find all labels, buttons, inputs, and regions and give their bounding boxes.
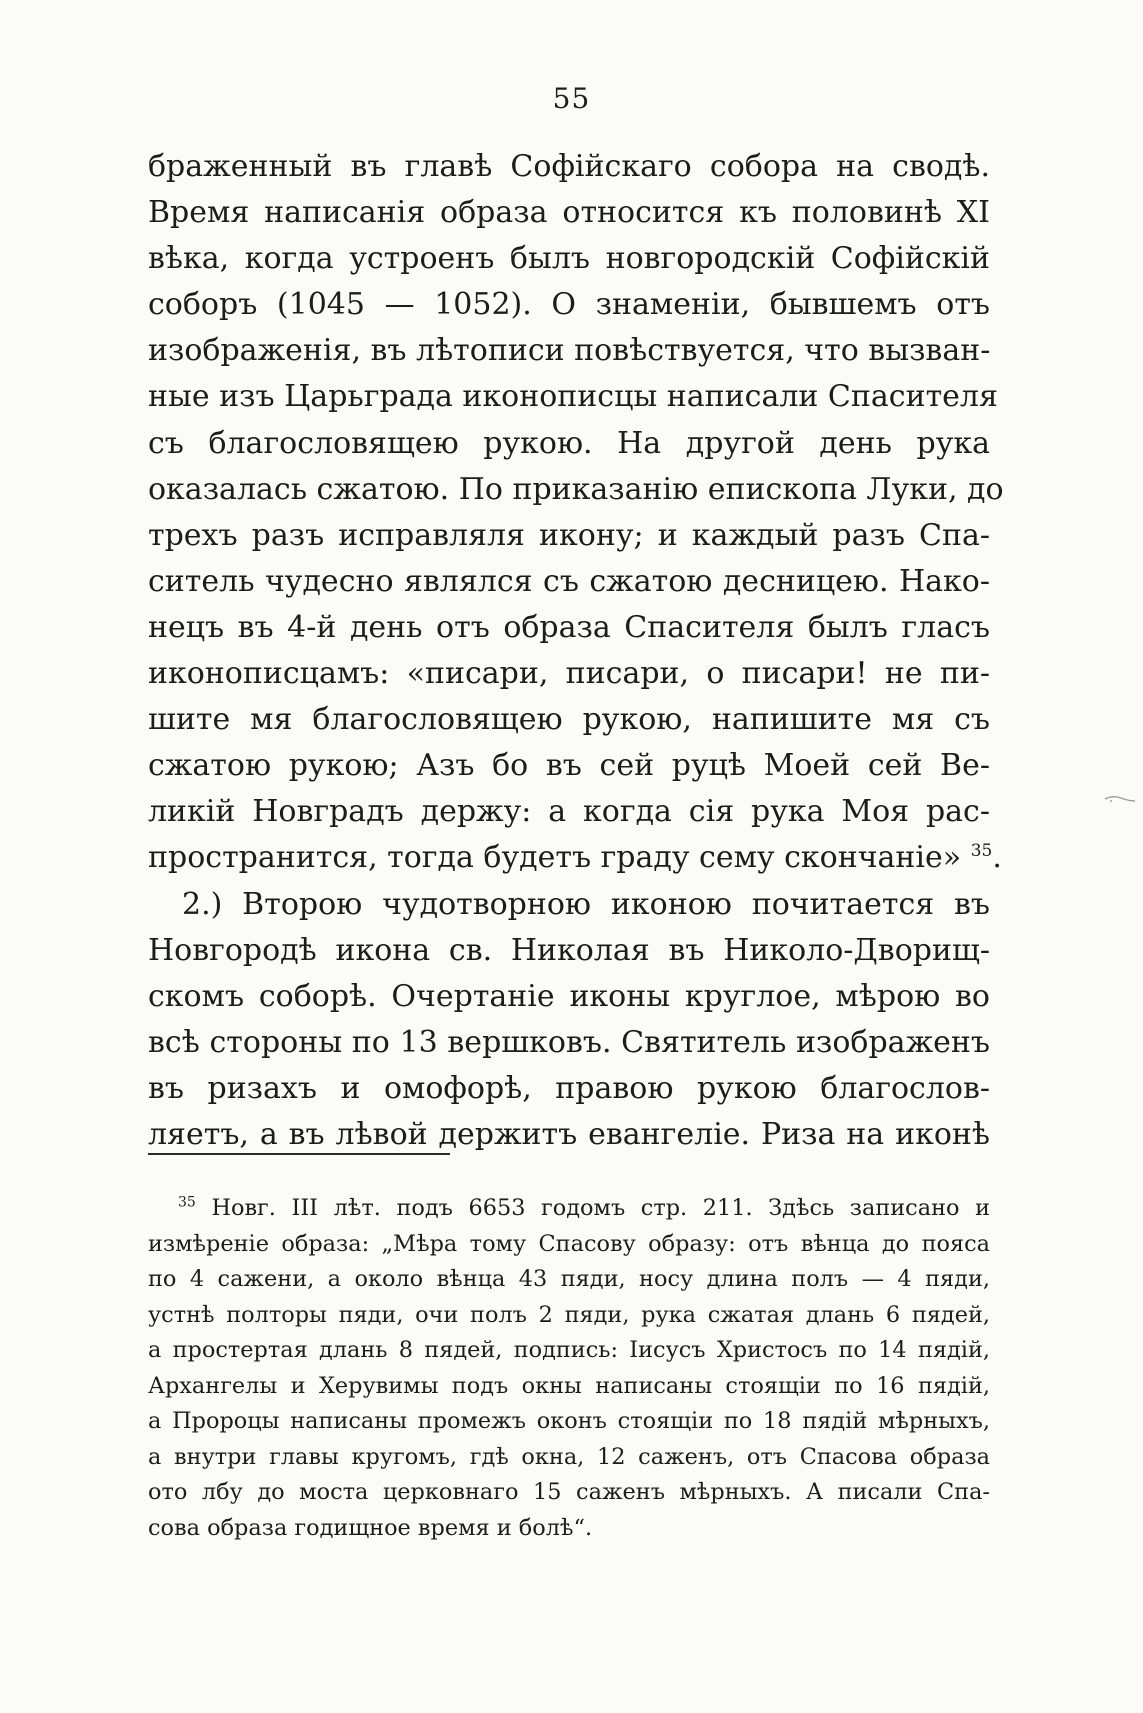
- text-line: 2.) Второю чудотворною иконою почитается въ: [182, 886, 990, 922]
- text-line: ликій Новградъ держу: а когда сія рука Моя рас-: [148, 794, 990, 830]
- text-line: иконописцамъ: «писари, писари, о писари! не пи-: [148, 656, 990, 692]
- footnote-line: сова образа годищное время и болѣ“.: [148, 1514, 593, 1541]
- text-line: съ благословящею рукою. На другой день рука: [148, 425, 990, 461]
- footnote: [148, 1191, 990, 1546]
- footnote-line: а Пророцы написаны промежъ оконъ стоящіи по 18 пядій мѣрныхъ,: [148, 1408, 990, 1434]
- text-line-with-note-ref: [148, 835, 1002, 881]
- footnote-reference[interactable]: 35: [970, 841, 993, 862]
- text-line-content: пространится, тогда будетъ граду сему скончаніе»: [148, 840, 962, 876]
- text-line: вѣка, когда устроенъ былъ новгородскій Софійскій: [148, 241, 990, 277]
- page-number: 55: [552, 82, 591, 115]
- text-line: ные изъ Царьграда иконописцы написали Спасителя: [148, 379, 998, 415]
- text-line: ляетъ, а въ лѣвой держитъ евангеліе. Риза на иконѣ: [148, 1116, 990, 1152]
- footnote-marker: 35: [178, 1194, 196, 1211]
- footnote-line-first: [148, 1191, 990, 1227]
- text-line: оказалась сжатою. По приказанію епископа Луки, до: [148, 471, 1004, 507]
- footnote-divider: [148, 1153, 450, 1155]
- text-line: ситель чудесно являлся съ сжатою десницею. Нако-: [148, 563, 990, 599]
- text-line: шите мя благословящею рукою, напишите мя съ: [148, 702, 990, 738]
- text-line: нецъ въ 4-й день отъ образа Спасителя былъ гласъ: [148, 609, 990, 645]
- text-line: браженный въ главѣ Софійскаго собора на сводѣ.: [148, 149, 990, 184]
- text-line: Время написанія образа относится къ половинѣ XI: [148, 195, 990, 231]
- text-line: Новгородѣ икона св. Николая въ Николо-Дворищ-: [148, 932, 990, 968]
- text-line: скомъ соборѣ. Очертаніе иконы круглое, мѣрою во: [148, 978, 990, 1014]
- footnote-line: Архангелы и Херувимы подъ окны написаны стоящіи по 16 пядій,: [148, 1372, 990, 1399]
- main-text: [148, 144, 1004, 1158]
- text-line: всѣ стороны по 13 вершковъ. Святитель изображенъ: [148, 1024, 990, 1060]
- footnote-line: а простертая длань 8 пядей, подпись: Іисусъ Христосъ по 14 пядій,: [148, 1337, 990, 1363]
- margin-smudge-icon: [1103, 791, 1137, 805]
- text-line: въ ризахъ и омофорѣ, правою рукою благослов-: [148, 1070, 990, 1106]
- footnote-line: устнѣ полторы пяди, очи полъ 2 пяди, рука сжатая длань 6 пядей,: [148, 1301, 990, 1328]
- line-end-period: .: [992, 840, 1002, 876]
- footnote-line: по 4 сажени, а около вѣнца 43 пяди, носу длина полъ — 4 пяди,: [148, 1266, 990, 1292]
- text-line: трехъ разъ исправляля икону; и каждый разъ Спа-: [148, 517, 990, 553]
- footnote-line: ото лбу до моста церковнаго 15 саженъ мѣрныхъ. А писали Спа-: [148, 1479, 990, 1505]
- footnote-line-content: Новг. III лѣт. подъ 6653 годомъ стр. 211. Здѣсь записано и: [211, 1195, 990, 1221]
- text-line: изображенія, въ лѣтописи повѣствуется, что вызван-: [148, 333, 991, 369]
- text-line: соборъ (1045 — 1052). О знаменіи, бывшемъ отъ: [148, 287, 990, 323]
- footnote-line: измѣреніе образа: „Мѣра тому Спасову образу: отъ вѣнца до пояса: [148, 1230, 990, 1257]
- footnote-line: а внутри главы кругомъ, гдѣ окна, 12 саженъ, отъ Спасова образа: [148, 1443, 990, 1470]
- text-line: сжатою рукою; Азъ бо въ сей руцѣ Моей сей Ве-: [148, 748, 990, 784]
